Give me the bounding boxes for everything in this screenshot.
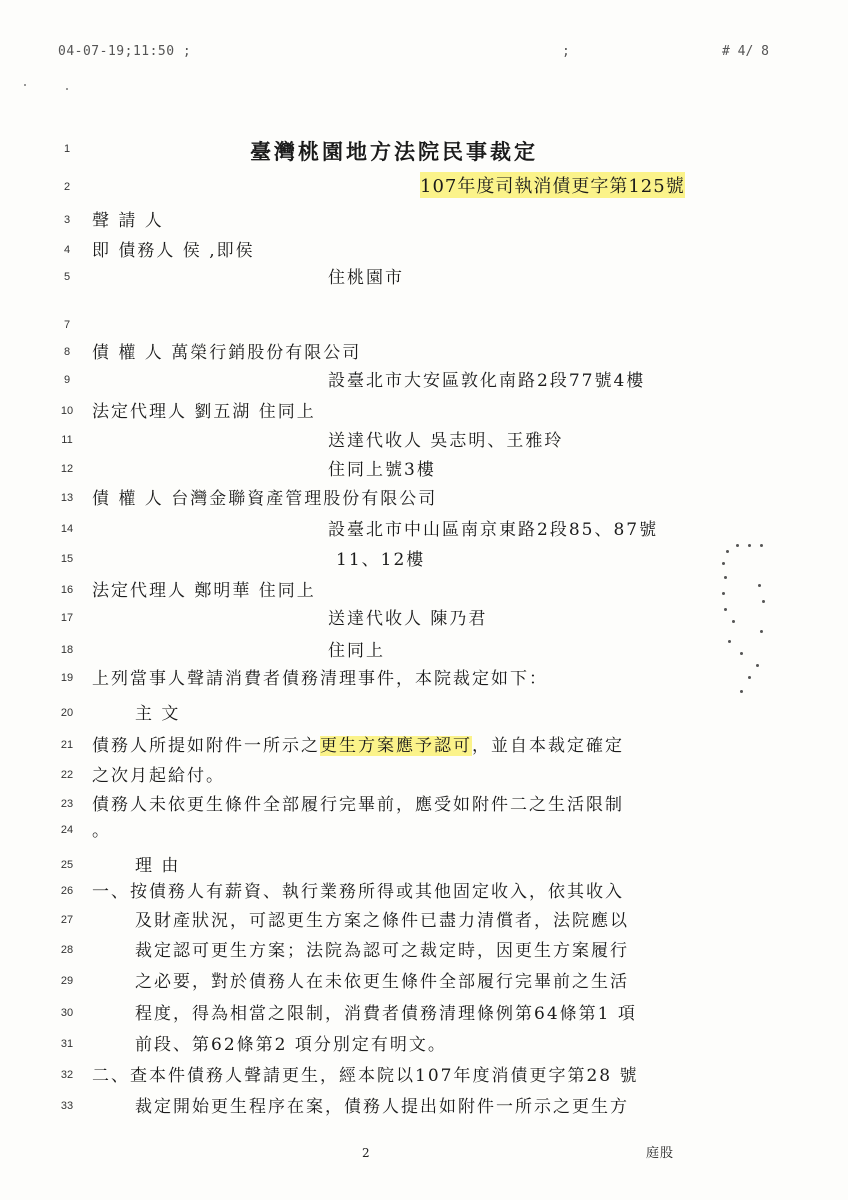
text-line: 前段、第62條第2 項分別定有明文。 <box>135 1035 447 1055</box>
line-number: 1 <box>63 143 71 155</box>
line-number: 29 <box>60 975 74 987</box>
text-line: 債 權 人 萬榮行銷股份有限公司 <box>92 343 362 363</box>
text-line: 程度，得為相當之限制，消費者債務清理條例第64條第1 項 <box>135 1004 637 1024</box>
document-line <box>0 484 848 514</box>
page-number: 2 <box>362 1146 370 1160</box>
line-number: 2 <box>63 181 71 193</box>
perforation-dot <box>748 544 751 547</box>
text-line: 設臺北市大安區敦化南路2段77號4樓 <box>328 371 646 391</box>
perforation-dot <box>728 640 731 643</box>
text-line: 裁定認可更生方案；法院為認可之裁定時，因更生方案履行 <box>135 941 629 961</box>
perforation-dot <box>760 544 763 547</box>
document-line <box>0 936 848 966</box>
line-number: 8 <box>63 346 71 358</box>
line-number: 26 <box>60 885 74 897</box>
line-number: 23 <box>60 798 74 810</box>
line-number: 7 <box>63 319 71 331</box>
text-line: 送達代收人 吳志明、王雅玲 <box>328 431 564 451</box>
document-line <box>0 877 848 907</box>
text-line: 送達代收人 陳乃君 <box>328 609 488 629</box>
text-line: 。 <box>92 821 111 841</box>
perforation-dot <box>748 676 751 679</box>
line-number: 14 <box>60 523 74 535</box>
document-line <box>0 311 848 341</box>
highlighted-ruling: 更生方案應予認可 <box>320 736 472 756</box>
line-number: 17 <box>60 612 74 624</box>
line-number: 19 <box>60 672 74 684</box>
line-number: 11 <box>61 434 73 446</box>
document-line <box>0 664 848 694</box>
perforation-dot <box>762 600 765 603</box>
document-line <box>0 515 848 545</box>
document-line <box>0 455 848 485</box>
line-number: 31 <box>60 1038 74 1050</box>
document-line <box>0 206 848 236</box>
perforation-dot <box>732 620 735 623</box>
document-line <box>0 816 848 846</box>
line-number: 27 <box>60 914 74 926</box>
line-number: 24 <box>60 824 74 836</box>
text-line: 一、按債務人有薪資、執行業務所得或其他固定收入，依其收入 <box>92 882 624 902</box>
document-line <box>0 699 848 729</box>
document-line <box>0 545 848 575</box>
document-line <box>0 366 848 396</box>
line-number: 15 <box>60 553 74 565</box>
line-number: 20 <box>60 707 74 719</box>
document-line <box>0 397 848 427</box>
line-number: 22 <box>60 769 74 781</box>
document-line <box>0 906 848 936</box>
text-line: 之必要，對於債務人在未依更生條件全部履行完畢前之生活 <box>135 972 629 992</box>
perforation-dot <box>722 562 725 565</box>
perforation-dot <box>760 630 763 633</box>
line-number: 4 <box>63 244 71 256</box>
line-number: 21 <box>60 739 74 751</box>
text-line: 債務人所提如附件一所示之更生方案應予認可，並自本裁定確定 <box>92 736 624 756</box>
text-line: 二、查本件債務人聲請更生，經本院以107年度消債更字第28 號 <box>92 1066 639 1086</box>
line-number: 9 <box>63 374 71 386</box>
line-number: 25 <box>60 859 74 871</box>
fax-separator: ; <box>562 44 570 59</box>
text-line: 及財產狀況，可認更生方案之條件已盡力清償者，法院應以 <box>135 911 629 931</box>
perforation-dot <box>736 544 739 547</box>
line-number: 18 <box>60 644 74 656</box>
perforation-dot <box>724 576 727 579</box>
document-line <box>0 999 848 1029</box>
line-number: 5 <box>63 271 71 283</box>
division-stamp: 庭股 <box>646 1146 675 1161</box>
line-number: 16 <box>60 584 74 596</box>
document-line <box>0 338 848 368</box>
document-line <box>0 426 848 456</box>
perforation-dot <box>726 550 729 553</box>
text-line: 住同上號3樓 <box>328 460 436 480</box>
perforation-dot <box>740 690 743 693</box>
text-line: 法定代理人 劉五湖 住同上 <box>92 402 316 422</box>
document-line <box>0 1092 848 1122</box>
line-number: 10 <box>60 405 74 417</box>
text-line: 住同上 <box>328 641 385 661</box>
document-line <box>0 604 848 634</box>
line-number: 3 <box>63 214 71 226</box>
perforation-dot <box>756 664 759 667</box>
fax-page-number: # 4/ 8 <box>722 44 769 59</box>
perforation-dot <box>758 584 761 587</box>
line-number: 28 <box>60 944 74 956</box>
perforation-dot <box>724 608 727 611</box>
document-line <box>0 576 848 606</box>
line-number: 33 <box>60 1100 74 1112</box>
text-line: 理 由 <box>135 856 181 876</box>
text-line: 債務人未依更生條件全部履行完畢前，應受如附件二之生活限制 <box>92 795 624 815</box>
text-line: 住桃園市 <box>328 268 404 288</box>
document-line <box>0 636 848 666</box>
text-line: 主 文 <box>135 704 181 724</box>
document-line <box>0 967 848 997</box>
document-line <box>0 236 848 266</box>
case-number: 107年度司執消債更字第125號 <box>420 172 685 198</box>
document-line <box>0 1061 848 1091</box>
text-line: 設臺北市中山區南京東路2段85、87號 <box>328 520 659 540</box>
perforation-dot <box>722 592 725 595</box>
fax-timestamp: 04-07-19;11:50 ; <box>58 44 192 59</box>
text-line: 法定代理人 鄭明華 住同上 <box>92 581 316 601</box>
perforation-dot <box>740 652 743 655</box>
text-line: 即 債務人 侯 ,即侯 <box>92 241 255 261</box>
line-number: 12 <box>60 463 74 475</box>
text-line: 債 權 人 台灣金聯資產管理股份有限公司 <box>92 489 438 509</box>
document-title: 臺灣桃園地方法院民事裁定 <box>250 139 538 164</box>
text-line: 11、12樓 <box>336 550 426 570</box>
line-number: 30 <box>60 1007 74 1019</box>
text-line: 上列當事人聲請消費者債務清理事件，本院裁定如下： <box>92 669 548 689</box>
text-line: 聲 請 人 <box>92 211 164 231</box>
line-number: 13 <box>60 492 74 504</box>
document-line <box>0 761 848 791</box>
document-line <box>0 1030 848 1060</box>
document-line <box>0 263 848 293</box>
line-number: 32 <box>60 1069 74 1081</box>
text-line: 裁定開始更生程序在案，債務人提出如附件一所示之更生方 <box>135 1097 629 1117</box>
text-line: 之次月起給付。 <box>92 766 225 786</box>
